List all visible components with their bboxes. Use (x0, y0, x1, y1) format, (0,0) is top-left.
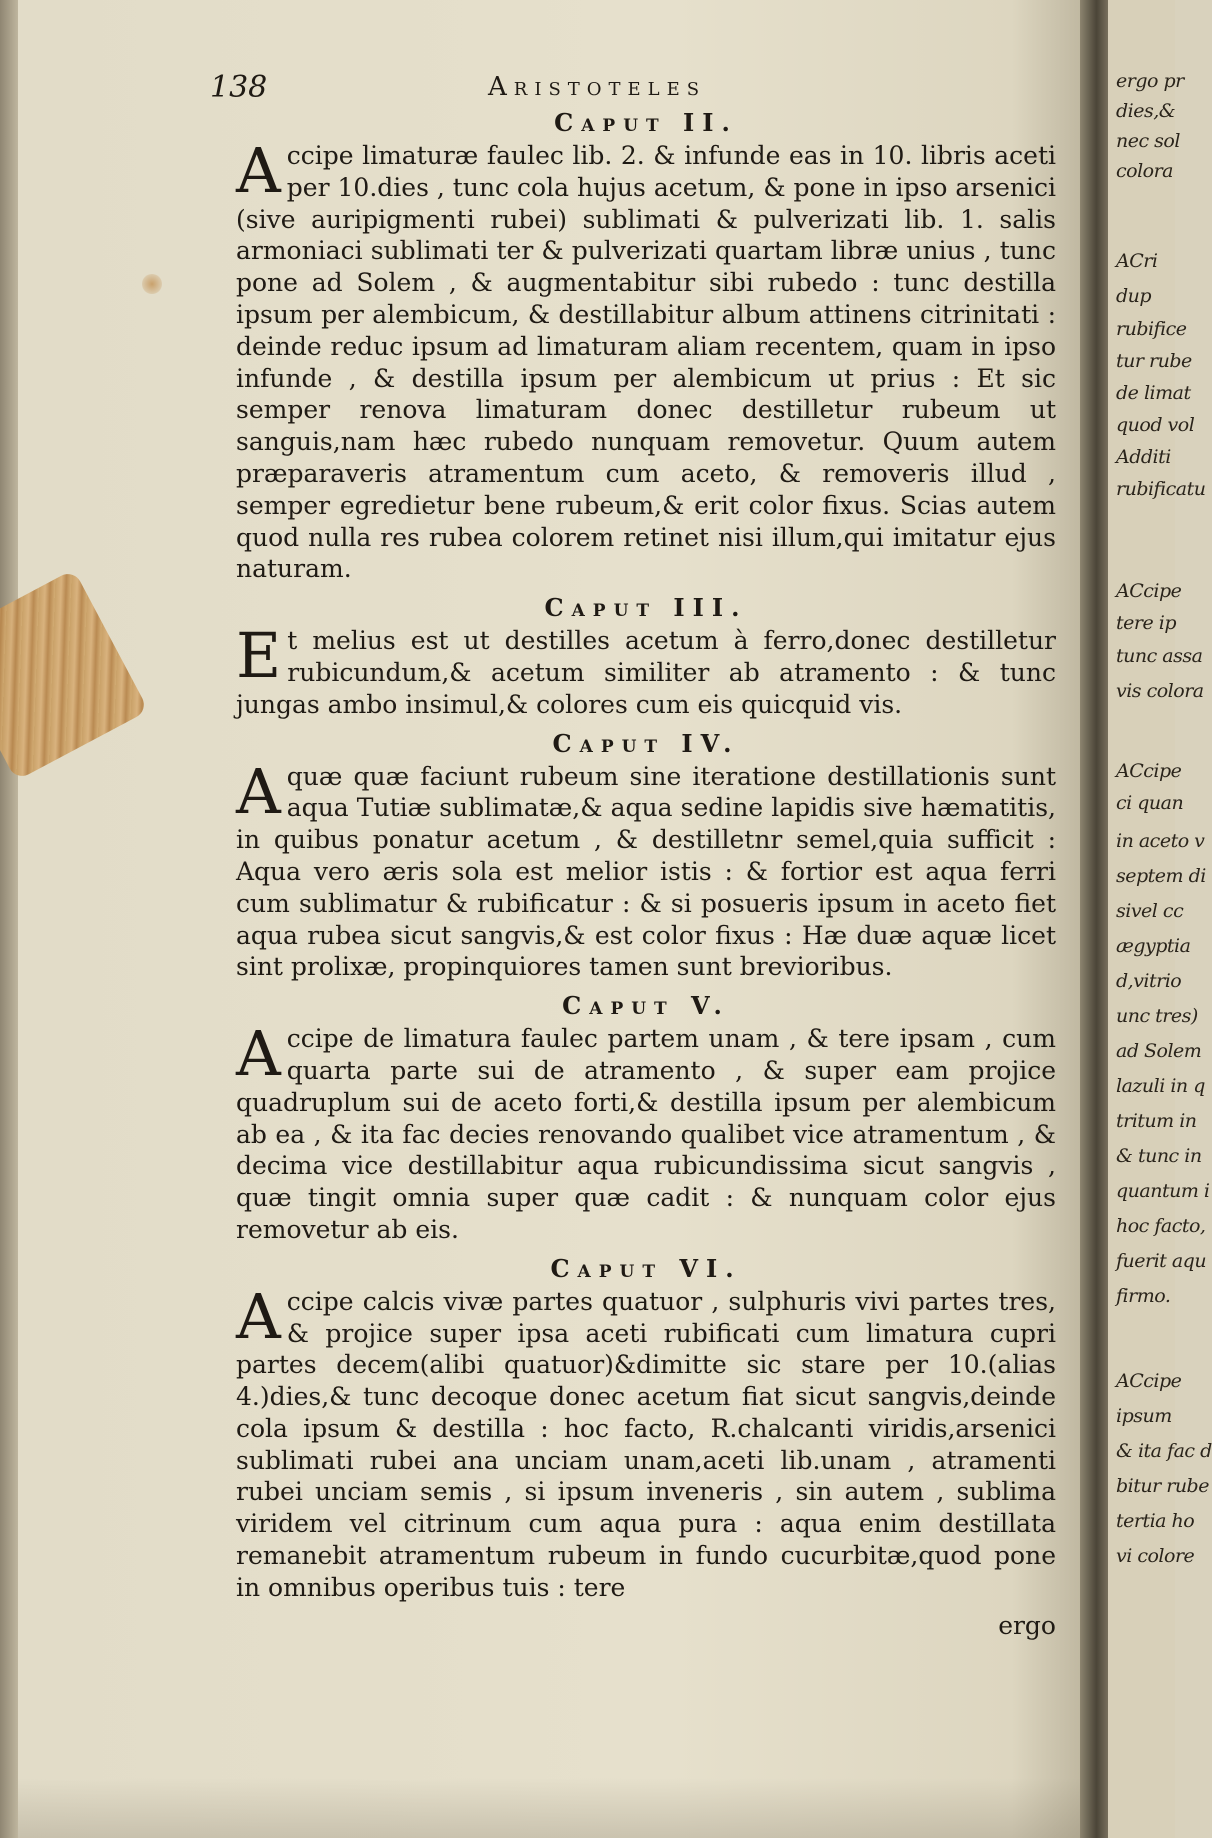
facing-page-line: d,vitrio (1116, 970, 1182, 992)
chapter-heading: Caput IV. (552, 728, 740, 758)
page-header (18, 68, 1098, 108)
facing-page-line: unc tres) (1116, 1005, 1198, 1027)
facing-page-line: bitur rube (1116, 1475, 1209, 1497)
facing-page-line: & ita fac d (1116, 1440, 1212, 1462)
paper-stain (142, 274, 162, 294)
page-shadow (18, 1778, 1098, 1838)
facing-page-line: vis colora (1116, 680, 1204, 702)
facing-page-line: dies,& (1116, 100, 1176, 122)
facing-page-line: tertia ho (1116, 1510, 1195, 1532)
chapter-heading: Caput V. (562, 991, 730, 1021)
facing-page-line: rubifice (1116, 318, 1187, 340)
chapter-paragraph: Aquæ quæ faciunt rubeum sine iteratione destillationis sunt aqua Tutiæ sublimatæ,& aqua sedine lapidis sive hæmatitis, in quibus ponatur acetum , & destilletnr semel,quia sufficit : Aqua vero æris sola est melior istis : & fortior est aqua ferri cum sublimatur & rubificatur : & si posueris ipsum in aceto fiet aqua rubea sicut sangvis,& est color fixus : Hæ duæ aquæ licet sint prolixæ, propinquiores tamen sunt brevioribus. (236, 754, 1056, 982)
running-title: Aristoteles (488, 72, 707, 102)
facing-page-line: ad Solem (1116, 1040, 1202, 1062)
facing-page-line: vi colore (1116, 1545, 1195, 1567)
facing-page (1108, 0, 1212, 1838)
book-page (18, 0, 1098, 1838)
facing-page-line: sivel cc (1116, 900, 1184, 922)
chapter-paragraph: Accipe calcis vivæ partes quatuor , sulphuris vivi partes tres, & projice super ipsa aceti rubificati cum limatura cupri partes decem(alibi quatuor)&dimitte sic stare per 10.(alias 4.)dies,& tunc decoque donec acetum fiat sicut sangvis,deinde cola ipsum & destilla : hoc facto, R.chalcanti viridis,arsenici sublimati rubei ana unciam unam,aceti lib.unam , atramenti rubei unciam semis , si ipsum inveneris , sin autem , sublima viridem vel citrinum cum aqua pura : aqua enim destillata remanebit atramentum rubeum in fundo cucurbitæ,quod pone in omnibus operibus tuis : tere (236, 1279, 1056, 1602)
facing-page-line: de limat (1116, 382, 1191, 404)
facing-page-line: Additi (1116, 446, 1171, 468)
facing-page-line: ci quan (1116, 792, 1184, 814)
chapter-paragraph: Accipe de limatura faulec partem unam , & tere ipsam , cum quarta parte sui de atramento , & super eam projice quadruplum sui de aceto forti,& destilla ipsum per alembicum ab ea , & ita fac decies renovando qualibet vice atramentum , & decima vice destillabitur aqua rubicundissima sicut sangvis , quæ tingit omnia super quæ cadit : & nunquam color ejus removetur ab eis. (236, 1017, 1056, 1244)
facing-page-line: & tunc in (1116, 1145, 1202, 1167)
facing-page-line: lazuli in q (1116, 1075, 1205, 1097)
facing-page-line: ACcipe (1116, 580, 1182, 602)
facing-page-line: ACcipe (1116, 760, 1182, 782)
page-number: 138 (210, 70, 268, 105)
chapter-paragraph: Et melius est ut destilles acetum à ferro,donec destilletur rubicundum,& acetum similiter ab atramento : & tunc jungas ambo insimul,& colores cum eis quicquid vis. (236, 619, 1056, 719)
facing-page-line: dup (1116, 285, 1152, 307)
chapter-heading: Caput II. (554, 108, 738, 137)
chapter-heading: Caput III. (544, 593, 748, 623)
catchword: ergo (998, 1610, 1056, 1640)
facing-page-line: ægyptia (1116, 935, 1191, 957)
facing-page-line: ACri (1116, 250, 1158, 272)
facing-page-line: tritum in (1116, 1110, 1197, 1132)
facing-page-line: in aceto v (1116, 830, 1205, 852)
facing-page-line: tur rube (1116, 350, 1192, 372)
facing-page-line: rubificatu (1116, 478, 1206, 500)
book-gutter (1080, 0, 1110, 1838)
facing-page-line: ergo pr (1116, 70, 1184, 92)
facing-page-line: fuerit aqu (1116, 1250, 1207, 1272)
facing-page-line: colora (1116, 160, 1174, 182)
chapter-heading: Caput VI. (550, 1253, 742, 1283)
chapter-paragraph: Accipe limaturæ faulec lib. 2. & infunde eas in 10. libris aceti per 10.dies , tunc cola hujus acetum, & pone in ipso arsenici (sive auripigmenti rubei) sublimati & pulverizati lib. 1. salis armoniaci sublimati ter & pulverizati quartam libræ unius , tunc pone ad Solem , & augmentabitur sibi rubedo : tunc destilla ipsum per alembicum, & destillabitur album attinens citrinitati : deinde reduc ipsum ad limaturam aliam recentem, quam in ipso infunde , & destilla ipsum per alembicum ut prius : Et sic semper renova limaturam donec destilletur rubeum ut sanguis,nam hæc rubedo nunquam removetur. Quum autem præparaveris atramentum cum aceto, & removeris illud , semper egredietur bene rubeum,& erit color fixus. Scias autem quod nulla res rubea colorem retinet nisi illum,qui imitatur ejus naturam. (236, 134, 1056, 584)
facing-page-line: firmo. (1116, 1285, 1171, 1307)
facing-page-line: hoc facto, (1116, 1215, 1206, 1237)
facing-page-line: nec sol (1116, 130, 1180, 152)
facing-page-line: tunc assa (1116, 645, 1203, 667)
facing-page-line: ipsum (1116, 1405, 1172, 1427)
facing-page-line: ACcipe (1116, 1370, 1182, 1392)
facing-page-line: septem di (1116, 865, 1206, 887)
facing-page-line: quod vol (1116, 414, 1195, 436)
text-block (236, 106, 1056, 1641)
facing-page-line: quantum i (1116, 1180, 1210, 1202)
facing-page-line: tere ip (1116, 612, 1176, 634)
